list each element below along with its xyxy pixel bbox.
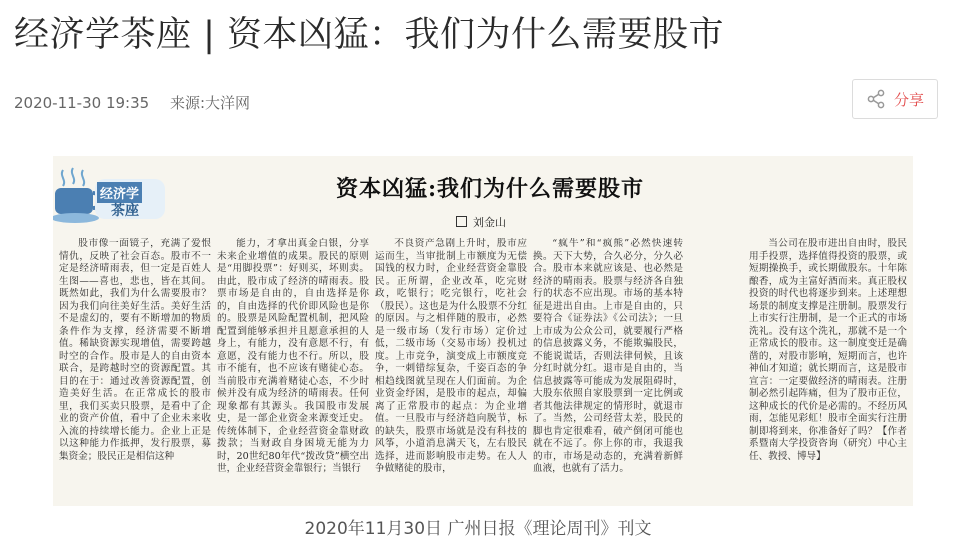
text-column: 股市像一面镜子，充满了爱恨情仇，反映了社会百态。股市不一定是经济晴雨表，但一定是百姓人生图——喜也，悲也，皆在其间。既然如此，我们为什么需要股市？因为我们向往美好生活。美好生活不是虚幻的，要有不断增加的物质条件作为支撑，经济需要不断增值。稀缺资源实现增值，需要跨越时空的合作。股市是人的自由资本联合，是跨越时空的资源配置。其目的在于：通过改善资源配置，创造美好生活。在正常成长的股市里，我们买卖只股票，是看中了企业的资产价值，看中了企业未来收入流的持续增长能力。企业上正是以这种能力作抵押，发行股票，募集资金；股民正是相信这种 (59, 238, 211, 462)
publish-date: 2020-11-30 19:35 (14, 94, 150, 112)
text-column: 不良资产急剧上升时，股市应运而生，当审批制上市额度为无偿国钱的权力时，企业经营资金靠股民。正所谓，企业改革，吃完财政，吃银行；吃完银行，吃社会（股民）。这也是为什么股票不分红的原因。与之相伴随的股市，必然是一级市场（发行市场）定价过低，二级市场（交易市场）投机过度。上市竞争，演变成上市额度竞争，一刺错综复杂，千姿百态的争相趋线图就呈现在人们面前。为企业资金纾困，是股市的起点，却偏离了正常股市的起点：为企业增值。一旦股市与经济趋向脱节，标的缺失，股票市场就是没有科技的风筝，小道消息满天飞，左右股民选择，进而影响股市走势。在人人争做赌徒的股市， (375, 238, 527, 474)
article-meta (14, 92, 266, 113)
share-button[interactable] (852, 79, 938, 119)
clipping-author (456, 214, 506, 230)
image-caption: 2020年11月30日 广州日报《理论周刊》刊文 (304, 519, 652, 539)
logo-line1: 经济学 (97, 182, 142, 203)
clipping-headline: 资本凶猛:我们为什么需要股市 (335, 176, 645, 202)
text-column: “疯牛”和“疯熊”必然快速转换。天下大势，合久必分，分久必合。股市本来就应该是、也必然是经济的晴雨表。股票与经济各自独行的状态不应出现。市场的基本特征是进出自由。上市是自由的，只要符合《证券法》《公司法》；一旦上市成为公众公司，就要履行严格的信息披露义务，不能欺骗股民，不能说谎话，否则法律伺候，且该分红时就分红。退市是自由的，当信息披露等可能成为发展阻碍时，大股东依照自家股票到一定比例或者其他法律规定的情形时，就退市了。当然，公司经营太差，股民的脚也肯定很难看，破产倒闭可能也就在不远了。你上你的市，我退我的市，市场是动态的，充满着新鲜血液，也就有了活力。 (533, 238, 683, 474)
article-title: 经济学茶座 | 资本凶猛：我们为什么需要股市 (14, 15, 725, 55)
share-label: 分享 (893, 90, 924, 109)
text-column: 能力，才拿出真金白银，分享未来企业增值的成果。股民的原则是“用脚投票”：好则买，坏则卖。由此，股市成了经济的晴雨表。股票市场是自由的，自由选择是你的，自由选择的代价即风险也是你的。股票是风险配置机制，把风险配置到能够承担并且愿意承担的人身上，有能力，没有意愿不行，有意愿，没有能力也不行。所以，股市不能有，也不应该有赌徒心态。当前股市充满着赌徒心态，不少时候并没有成为经济的晴雨表。任何现象都有其源头。我国股市发展史，是一部企业资金来源变迁史。传统体制下，企业经营资金靠财政拨款；当财政自身困境无能为力时，20世纪80年代“拨改贷”横空出世，企业经营资金靠银行；当银行 (217, 238, 369, 474)
clipping-body (59, 238, 909, 500)
logo-line2: 茶座 (111, 203, 139, 219)
author-box-icon (456, 216, 467, 227)
newspaper-clipping (53, 156, 913, 506)
column-logo (53, 166, 168, 228)
article-source: 来源:大洋网 (169, 94, 251, 112)
share-icon (866, 89, 886, 109)
author-name: 刘金山 (473, 216, 506, 229)
text-column: 当公司在股市进出自由时，股民用手投票，选择值得投资的股票，或短期操换手，或长期做股东。十年陈酿香，成为主富好酒而来。真正股权投资的时代也将逐步到来。上述理想场景的制度支撑是注册制。股票发行上市实行注册制，是一个正式的市场洗礼。没有这个洗礼，那就不是一个正常成长的股市。这一制度变迁是确凿的，对股市影响，短期而言，也许神仙才知道；就长期而言，这是股市宣言：一定要做经济的晴雨表。注册制必然引起阵痛，但为了股市正位，这种成长的代价是必需的。不经历风雨，怎能见彩虹！股市全面实行注册制即将到来，你准备好了吗？【作者系暨南大学投资咨询（研究）中心主任、教授、博导】 (749, 238, 907, 462)
